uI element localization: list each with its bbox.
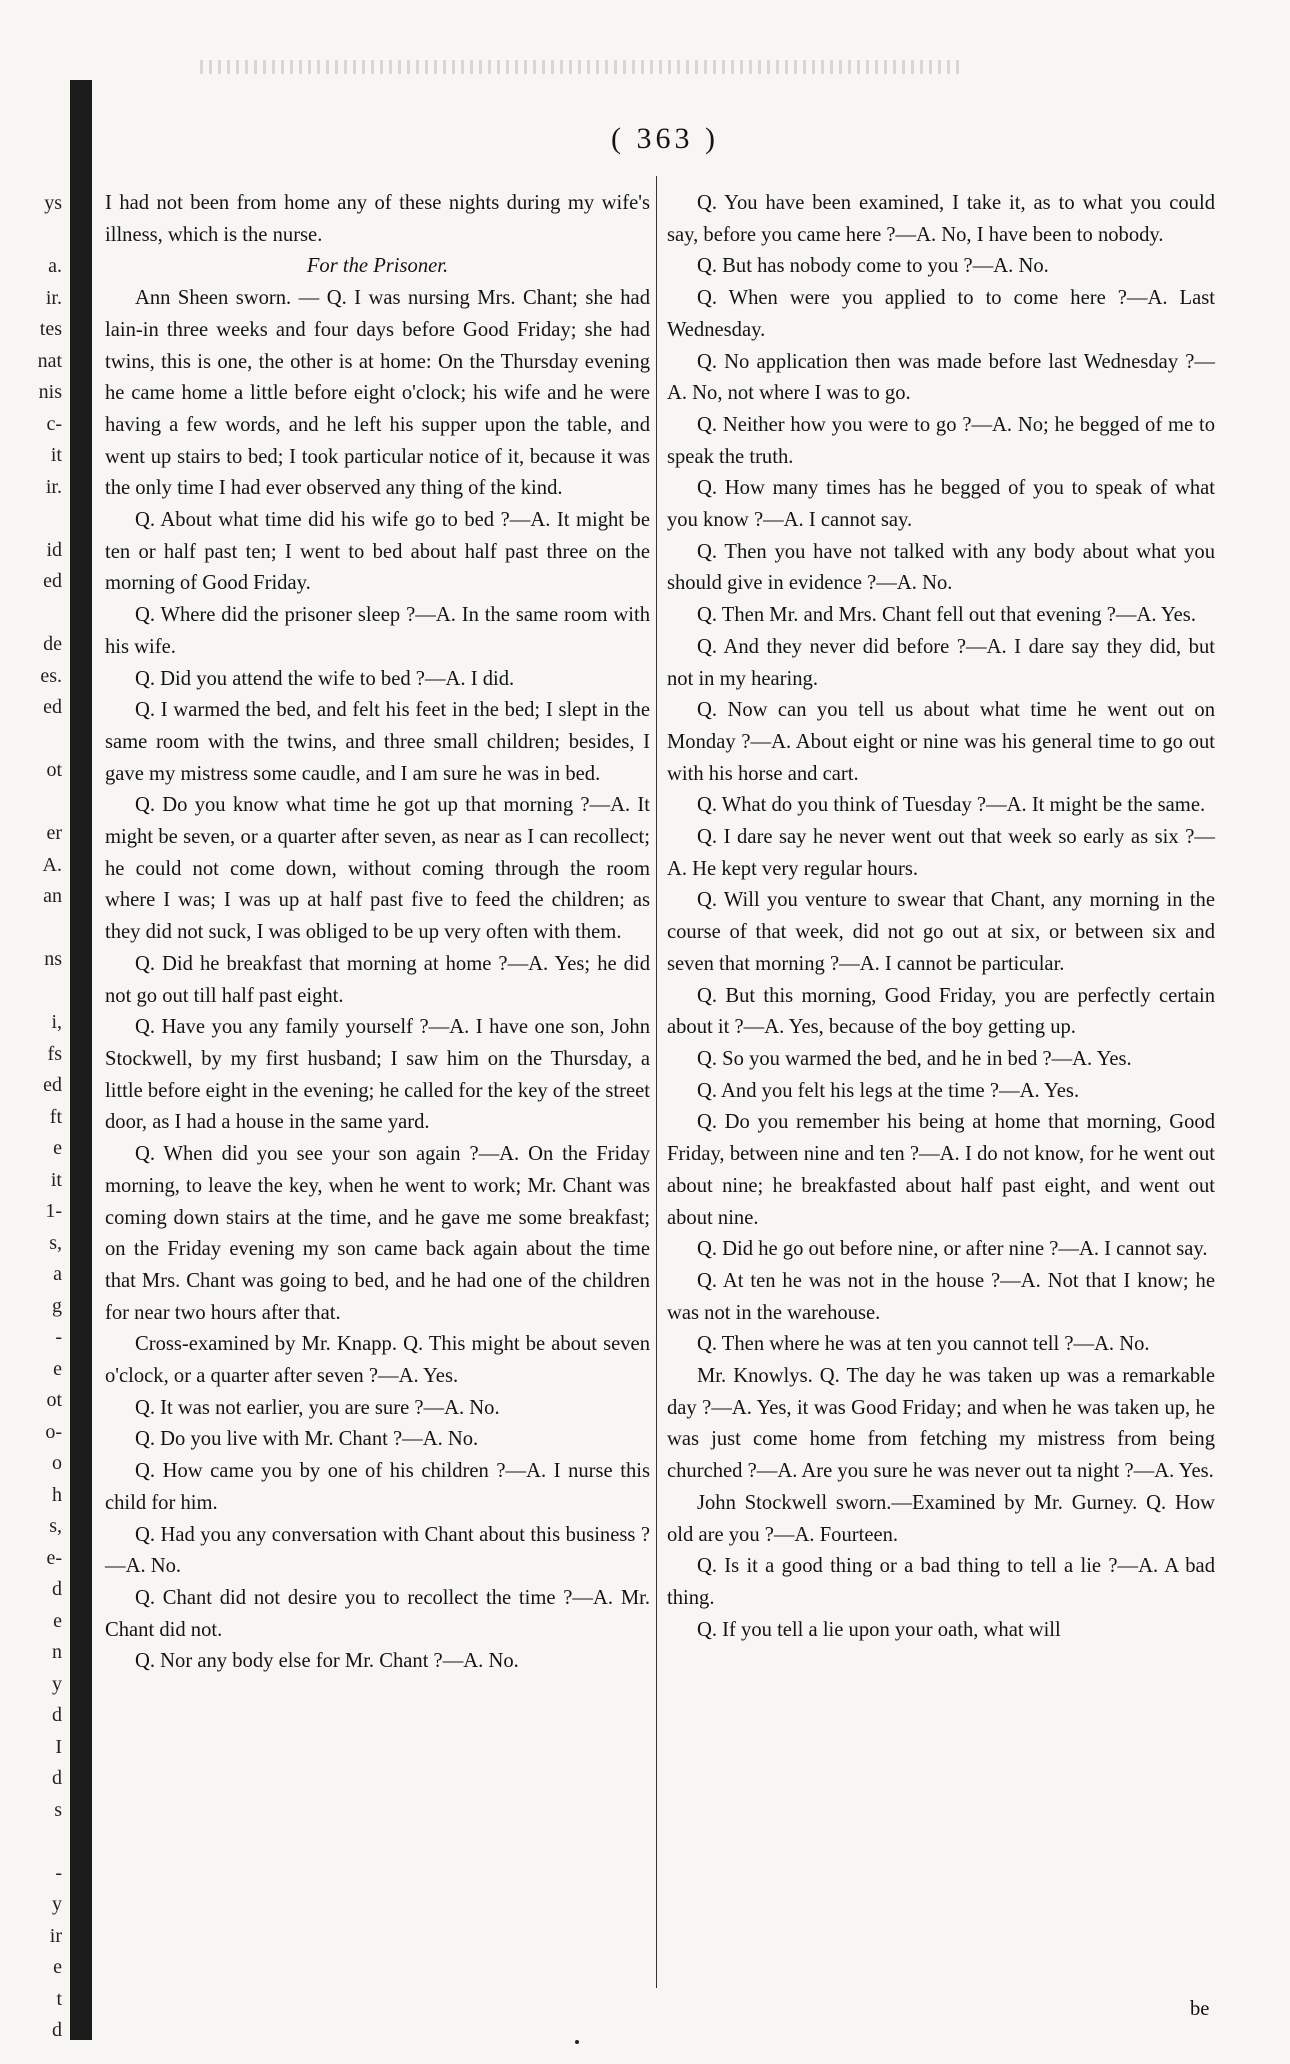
paragraph: Q. Have you any family yourself ?—A. I have one son, John Stockwell, by my first husband; I saw him on the Thursday, a little before eight in the evening; he called for the key of the street door, as I had a house in the same yard. xyxy=(105,1016,650,1134)
paragraph: Q. And they never did before ?—A. I dare say they did, but not in my hearing. xyxy=(667,635,1215,690)
margin-fragment: ys xyxy=(44,192,62,214)
paragraph: Q. Chant did not desire you to recollect the time ?—A. Mr. Chant did not. xyxy=(105,1586,650,1641)
margin-fragment: it xyxy=(50,1168,62,1191)
paragraph: Q. No application then was made before last Wednesday ?—A. No, not where I was to go. xyxy=(667,350,1215,405)
paragraph: Q. How came you by one of his children ?—A. I nurse this child for him. xyxy=(105,1460,650,1514)
paragraph: Q. Is it a good thing or a bad thing to tell a lie ?—A. A bad thing. xyxy=(667,1555,1215,1609)
margin-fragment: y xyxy=(52,1893,62,1915)
page-number: ( 363 ) xyxy=(611,122,719,155)
paragraph: I had not been from home any of these nights during my wife's illness, which is the nurse. xyxy=(105,192,650,246)
paragraph: Q. Then where he was at ten you cannot tell ?—A. No. xyxy=(697,1333,1150,1356)
paragraph: Q. When did you see your son again ?—A. On the Friday morning, to leave the key, when he went to work; Mr. Chant was coming down stairs at the time, and he gave me some breakfast; on the Friday evening my son came back again about the time that Mrs. Chant was going to bed, and he had one of the children for near two hours after that. xyxy=(105,1143,650,1324)
margin-fragment: s, xyxy=(49,1515,62,1537)
paragraph: Q. Did you attend the wife to bed ?—A. I did. xyxy=(135,667,515,690)
margin-fragment: 1- xyxy=(45,1200,62,1222)
right-column xyxy=(667,188,1215,1646)
paragraph: Q. Did he breakfast that morning at home ?—A. Yes; he did not go out till half past eight. xyxy=(105,952,650,1007)
paragraph: Cross-examined by Mr. Knapp. Q. This might be about seven o'clock, or a quarter after seven ?—A. Yes. xyxy=(105,1333,650,1388)
margin-fragment: o- xyxy=(45,1420,62,1443)
paragraph: Q. So you warmed the bed, and he in bed ?—A. Yes. xyxy=(697,1047,1132,1070)
left-column xyxy=(105,188,650,1678)
margin-fragment: s xyxy=(54,1798,62,1821)
margin-fragment xyxy=(12,1826,62,1858)
margin-fragment: ot xyxy=(46,1389,62,1411)
paragraph: Q. How many times has he begged of you to speak of what you know ?—A. I cannot say. xyxy=(667,477,1215,532)
binding-shadow xyxy=(70,80,92,2040)
margin-fragment: de xyxy=(43,633,62,655)
paragraph: Q. You have been examined, I take it, as to what you could say, before you came here ?—A. No, I have been to nobody. xyxy=(667,192,1215,246)
margin-fragment: o xyxy=(52,1452,62,1474)
paragraph: Q. Now can you tell us about what time he went out on Monday ?—A. About eight or nine was his general time to go out with his horse and cart. xyxy=(667,699,1215,785)
margin-fragment: t xyxy=(56,1987,62,2010)
margin-fragment: A. xyxy=(42,853,62,876)
margin-fragment: ns xyxy=(44,948,62,970)
margin-fragment: an xyxy=(43,885,62,907)
margin-fragment: e xyxy=(53,1137,62,1159)
margin-fragment: a xyxy=(53,1263,62,1285)
margin-fragment: ir xyxy=(49,1924,62,1947)
paragraph: Q. Where did the prisoner sleep ?—A. In the same room with his wife. xyxy=(105,604,650,658)
paragraph: Q. At ten he was not in the house ?—A. Not that I know; he was not in the warehouse. xyxy=(667,1269,1215,1324)
paragraph: Ann Sheen sworn. — Q. I was nursing Mrs. Chant; she had lain-in three weeks and four days before Good Friday; she had twins, this is one, the other is at home: On the Thursday evening he came home a little before eight o'clock; his wife and he were having a few words, and he left his supper upon the table, and went up stairs to bed; I took particular notice of it, because it was the only time I had ever observed any thing of the kind. xyxy=(105,287,650,500)
paragraph: Q. But this morning, Good Friday, you are perfectly certain about it ?—A. Yes, because of the boy getting up. xyxy=(667,984,1215,1039)
margin-fragment: I xyxy=(55,1735,62,1758)
catchword: be xyxy=(1190,1998,1210,2020)
paragraph: Q. Had you any conversation with Chant about this business ?—A. No. xyxy=(105,1523,650,1578)
margin-fragment xyxy=(12,976,62,1008)
margin-fragment: e xyxy=(53,1956,62,1978)
paragraph: Q. Neither how you were to go ?—A. No; he begged of me to speak the truth. xyxy=(667,413,1215,468)
margin-fragment: it xyxy=(50,444,62,466)
margin-fragment: ed xyxy=(43,696,62,718)
paragraph: Q. Then you have not talked with any body about what you should give in evidence ?—A. No. xyxy=(667,540,1215,595)
margin-fragment: d xyxy=(52,1578,62,1600)
scan-noise xyxy=(200,60,960,74)
margin-fragment: id xyxy=(46,538,62,561)
margin-fragment xyxy=(12,913,62,945)
margin-fragment: ir. xyxy=(45,475,62,498)
margin-fragment: e xyxy=(53,1357,62,1380)
margin-fragment: n xyxy=(52,1641,62,1663)
margin-fragment: d xyxy=(52,1767,62,1789)
margin-fragment: s, xyxy=(49,1231,62,1254)
margin-fragment: ed xyxy=(43,1074,62,1096)
margin-fragment: h xyxy=(52,1483,62,1506)
ink-spot xyxy=(575,2040,579,2044)
margin-fragment: d xyxy=(52,2019,62,2041)
margin-fragment: er xyxy=(46,822,62,844)
paragraph: Q. If you tell a lie upon your oath, what will xyxy=(697,1618,1061,1641)
margin-fragment xyxy=(12,220,62,252)
margin-fragment: ot xyxy=(46,759,62,781)
paragraph: Q. I warmed the bed, and felt his feet in the bed; I slept in the same room with the twins, and three small children; besides, I gave my mistress some caudle, and I am sure he was in bed. xyxy=(105,699,650,785)
margin-fragment xyxy=(12,598,62,630)
margin-fragment: e- xyxy=(46,1546,62,1569)
paragraph: Q. Do you live with Mr. Chant ?—A. No. xyxy=(135,1428,479,1451)
paragraph: Q. Then Mr. and Mrs. Chant fell out that evening ?—A. Yes. xyxy=(697,604,1196,627)
margin-fragment: i, xyxy=(51,1011,62,1033)
paragraph: Q. About what time did his wife go to bed ?—A. It might be ten or half past ten; I went to bed about half past three on the morning of Good Friday. xyxy=(105,509,650,595)
margin-fragment: ed xyxy=(43,570,62,592)
margin-fragment: ir. xyxy=(45,286,62,309)
margin-fragment: nat xyxy=(37,349,62,372)
margin-fragment xyxy=(12,787,62,819)
facing-page-margin xyxy=(12,188,62,2047)
margin-fragment: - xyxy=(55,1326,62,1348)
margin-fragment xyxy=(12,503,62,535)
margin-fragment: ft xyxy=(49,1105,62,1128)
paragraph: Mr. Knowlys. Q. The day he was taken up was a remarkable day ?—A. Yes, it was Good Friday; and when he was taken up, he was just come home from fetching my mistress from being churched ?—A. Are you sure he was never out ta night ?—A. Yes. xyxy=(667,1365,1215,1483)
margin-fragment: a. xyxy=(48,255,62,277)
paragraph: Q. Do you remember his being at home that morning, Good Friday, between nine and ten ?—A. I do not know, for he went out about nine; he breakfasted about half past eight, and went out about nine. xyxy=(667,1111,1215,1229)
paragraph: Q. When were you applied to to come here ?—A. Last Wednesday. xyxy=(667,287,1215,341)
paragraph: Q. I dare say he never went out that week so early as six ?—A. He kept very regular hours. xyxy=(667,826,1215,880)
margin-fragment: g xyxy=(52,1294,62,1317)
margin-fragment: fs xyxy=(47,1042,62,1065)
paragraph: Q. Will you venture to swear that Chant, any morning in the course of that week, did not go out at six, or between six and seven that morning ?—A. I cannot be particular. xyxy=(667,889,1215,975)
column-divider xyxy=(656,176,657,1988)
margin-fragment: tes xyxy=(39,318,62,340)
margin-fragment: nis xyxy=(38,381,62,403)
margin-fragment: es. xyxy=(40,664,62,687)
paragraph: Q. Did he go out before nine, or after nine ?—A. I cannot say. xyxy=(697,1238,1208,1261)
margin-fragment: d xyxy=(52,1704,62,1726)
paragraph: Q. What do you think of Tuesday ?—A. It might be the same. xyxy=(697,794,1206,817)
paragraph: Q. Do you know what time he got up that morning ?—A. It might be seven, or a quarter after seven, as near as I can recollect; he could not come down, without coming through the room where I was; I was up at half past five to feed the children; as they did not suck, I was obliged to be up very often with them. xyxy=(105,794,650,944)
paragraph: Q. But has nobody come to you ?—A. No. xyxy=(697,255,1049,278)
margin-fragment: - xyxy=(55,1861,62,1884)
margin-fragment: y xyxy=(52,1672,62,1695)
margin-fragment xyxy=(12,724,62,756)
paragraph: For the Prisoner. xyxy=(306,255,449,278)
paragraph: John Stockwell sworn.—Examined by Mr. Gurney. Q. How old are you ?—A. Fourteen. xyxy=(667,1491,1215,1546)
margin-fragment: e xyxy=(53,1609,62,1632)
paragraph: Q. It was not earlier, you are sure ?—A. No. xyxy=(135,1396,500,1419)
margin-fragment: c- xyxy=(46,412,62,435)
paragraph: Q. And you felt his legs at the time ?—A. Yes. xyxy=(697,1079,1080,1102)
paragraph: Q. Nor any body else for Mr. Chant ?—A. No. xyxy=(135,1650,519,1673)
